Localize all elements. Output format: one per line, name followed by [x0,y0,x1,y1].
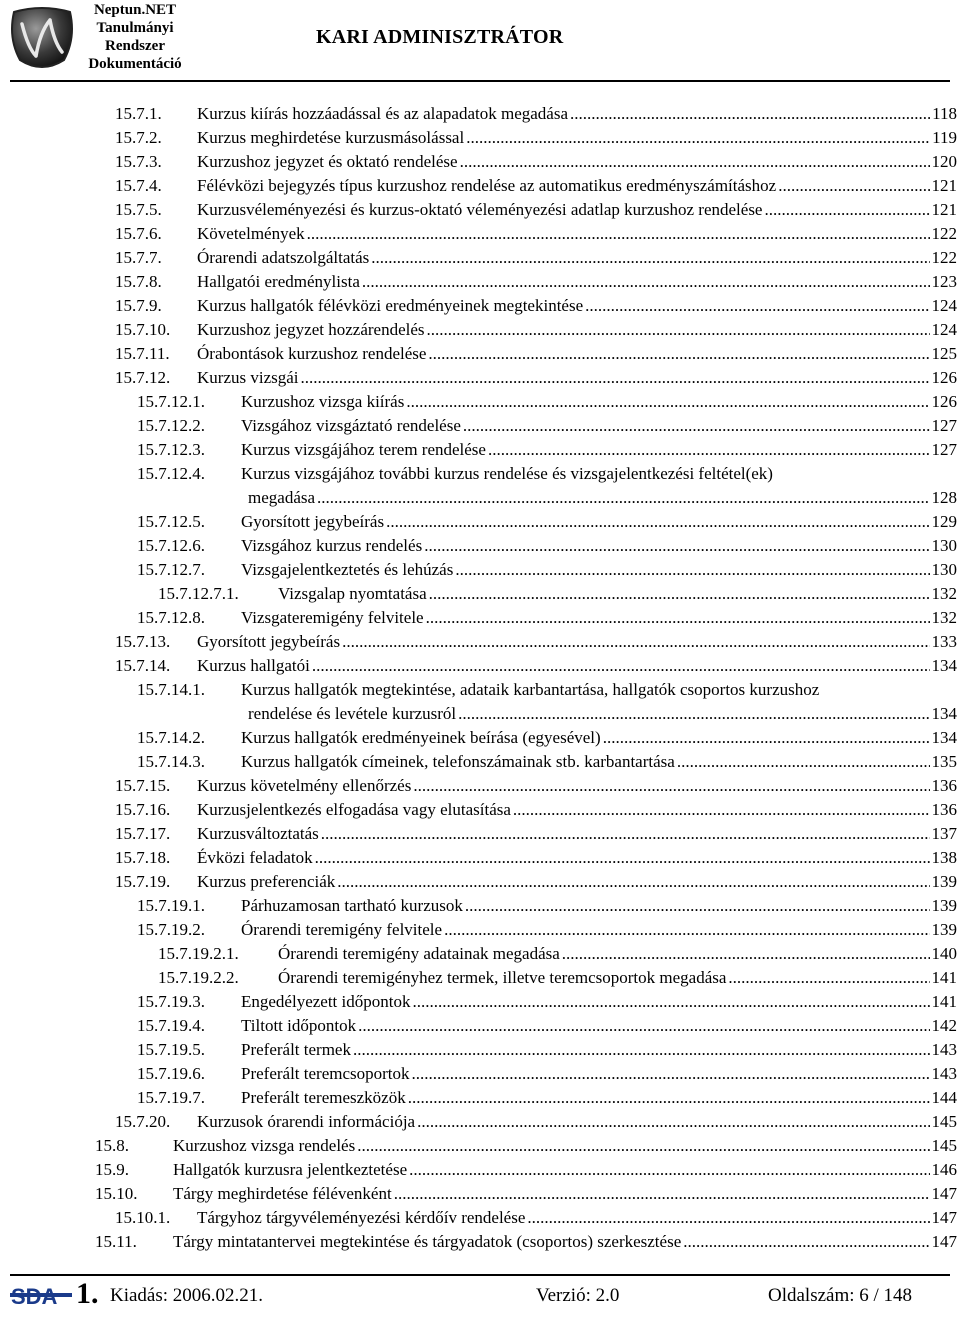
toc-entry-page: 118 [932,104,957,123]
toc-entry-title: Kurzusok órarendi információja [197,1112,416,1131]
toc-entry-title: Kurzus hallgatók félévközi eredményeinek megtekintése [197,296,584,315]
toc-entry-title: Gyorsított jegybeírás [241,512,385,531]
toc-entry-title: Hallgatók kurzusra jelentkeztetése [173,1160,408,1179]
toc-leader-dots [342,630,929,654]
toc-entry-number: 15.7.19.2.1. [158,944,239,963]
toc-leader-dots [417,1110,929,1134]
toc-entry-title: Kurzus meghirdetése kurzusmásolással [197,128,465,147]
toc-entry-number: 15.11. [95,1232,137,1251]
toc-entry-number: 15.7.8. [115,272,162,291]
toc-entry-title: Kurzus hallgatók eredményeinek beírása (egyesével) [241,728,601,747]
toc-entry-page: 145 [931,1136,957,1155]
toc-entry-page: 122 [931,224,957,243]
toc-entry-title: Párhuzamosan tartható kurzusok [241,896,463,915]
toc-leader-dots [455,558,929,582]
toc-entry-title: Kurzusjelentkezés elfogadása vagy elutasítása [197,800,511,819]
toc-leader-dots [603,726,930,750]
toc-entry-number: 15.7.2. [115,128,162,147]
toc-leader-dots [394,1182,930,1206]
toc-entry-page: 142 [931,1016,957,1035]
toc-entry-title-continued: rendelése és levétele kurzusról [248,704,457,723]
toc-entry-number: 15.7.10. [115,320,171,339]
toc-leader-dots [677,750,930,774]
toc-entry-number: 15.7.19.5. [137,1040,205,1059]
toc-entry-title: Hallgatói eredménylista [197,272,360,291]
toc-entry-page: 147 [931,1232,957,1251]
toc-entry-page: 145 [931,1112,957,1131]
toc-entry-number: 15.10. [95,1184,138,1203]
toc-entry-title: Órabontások kurzushoz rendelése [197,344,427,363]
toc-entry-page: 120 [931,152,957,171]
toc-entry-title: Kurzus vizsgájához további kurzus rendelése és vizsgajelentkezési feltétel(ek) [241,464,773,483]
toc-entry-page: 130 [931,560,957,579]
toc-entry-title: Kurzus követelmény ellenőrzés [197,776,412,795]
toc-entry-number: 15.7.19.4. [137,1016,205,1035]
toc-leader-dots [466,126,930,150]
toc-entry-page: 147 [931,1208,957,1227]
toc-entry-title: Kurzushoz vizsga kiírás [241,392,405,411]
header-org-line: Neptun.NET [93,2,177,18]
toc-entry-number: 15.7.12.2. [137,416,205,435]
toc-leader-dots [312,654,930,678]
toc-entry-title: Vizsgához vizsgáztató rendelése [241,416,461,435]
toc-entry-number: 15.7.16. [115,800,171,819]
toc-entry-title: Félévközi bejegyzés típus kurzushoz rendelése az automatikus eredményszámításhoz [197,176,777,195]
toc-leader-dots [337,870,929,894]
toc-entry-title: Évközi feladatok [197,848,313,867]
toc-entry-title: Tárgyhoz tárgyvéleményezési kérdőív rendelése [197,1208,526,1227]
footer-divider [10,1274,950,1276]
toc-entry-title: Kurzus vizsgái [197,368,299,387]
toc-entry-page: 141 [931,992,957,1011]
sda-logo-text: SDA [11,1284,58,1308]
toc-entry-number: 15.7.14. [115,656,171,675]
toc-entry-number: 15.7.12.7.1. [158,584,239,603]
toc-entry-title: Kurzus vizsgájához terem rendelése [241,440,486,459]
toc-entry-page: 127 [931,440,957,459]
toc-entry-page: 139 [931,920,957,939]
toc-leader-dots [357,1134,929,1158]
toc-entry-number: 15.7.5. [115,200,162,219]
toc-entry-number: 15.7.3. [115,152,162,171]
toc-leader-dots [488,438,930,462]
toc-entry-number: 15.7.19.1. [137,896,205,915]
toc-entry-page: 124 [931,296,957,315]
toc-entry-page: 126 [931,392,957,411]
toc-entry-number: 15.7.12.1. [137,392,205,411]
toc-entry-page: 132 [931,584,957,603]
toc-entry-page: 134 [931,656,957,675]
toc-entry-page: 146 [931,1160,957,1179]
toc-entry-page: 143 [931,1040,957,1059]
toc-leader-dots [683,1230,929,1254]
toc-entry-title: Preferált termek [241,1040,351,1059]
toc-leader-dots [371,246,929,270]
page-footer [0,1268,960,1317]
toc-leader-dots [764,198,929,222]
toc-leader-dots [362,270,930,294]
toc-entry-page: 119 [932,128,957,147]
toc-entry-title: Tárgy mintatantervei megtekintése és tárgyadatok (csoportos) szerkesztése [173,1232,682,1251]
toc-leader-dots [728,966,929,990]
toc-entry-number: 15.7.19.2. [137,920,205,939]
toc-leader-dots [570,102,930,126]
toc-entry-page: 140 [931,944,957,963]
toc-entry-title: Preferált teremcsoportok [241,1064,410,1083]
toc-entry-number: 15.7.14.1. [137,680,205,699]
sda-logo-icon [10,1282,72,1308]
toc-entry-number: 15.7.9. [115,296,162,315]
toc-leader-dots [301,366,930,390]
toc-entry-title: Kurzusváltoztatás [197,824,319,843]
toc-leader-dots [406,390,929,414]
toc-entry-number: 15.7.18. [115,848,171,867]
toc-leader-dots [386,510,929,534]
toc-entry-title: Órarendi adatszolgáltatás [197,248,370,267]
toc-entry-number: 15.7.12.5. [137,512,205,531]
toc-entry-page: 139 [931,896,957,915]
toc-entry[interactable] [0,462,960,510]
toc-leader-dots [412,990,929,1014]
toc-entry-number: 15.7.6. [115,224,162,243]
header-org-line: Rendszer [105,38,165,54]
toc-entry-title-continued: megadása [248,488,316,507]
toc-entry-number: 15.7.4. [115,176,162,195]
header-org-name [80,1,190,73]
toc-entry-number: 15.7.12.8. [137,608,205,627]
toc-leader-dots [458,702,929,726]
toc-leader-dots [424,534,929,558]
toc-entry-title: Gyorsított jegybeírás [197,632,341,651]
toc-leader-dots [527,1206,929,1230]
toc-entry-number: 15.7.19. [115,872,171,891]
toc-leader-dots [427,318,930,342]
toc-leader-dots [408,1086,930,1110]
toc-entry-number: 15.10.1. [115,1208,171,1227]
neptun-logo-icon [6,2,78,74]
toc-entry-title: Preferált teremeszközök [241,1088,406,1107]
toc-leader-dots [317,486,929,510]
toc-entry-page: 136 [931,776,957,795]
toc-leader-dots [562,942,930,966]
toc-leader-dots [412,1062,930,1086]
toc-entry-page: 127 [931,416,957,435]
toc-entry-title: Kurzus hallgatói [197,656,310,675]
toc-leader-dots [413,774,929,798]
toc-leader-dots [321,822,930,846]
toc-entry-page: 135 [931,752,957,771]
toc-leader-dots [465,894,930,918]
toc-entry-number: 15.7.7. [115,248,162,267]
toc-entry-title: Tiltott időpontok [241,1016,357,1035]
toc-entry-page: 141 [931,968,957,987]
toc-entry-title: Követelmények [197,224,305,243]
page-number: Oldalszám: 6 / 148 [768,1285,913,1306]
toc-entry-title: Órarendi teremigény felvitele [241,920,443,939]
toc-entry-title: Vizsgajelentkeztetés és lehúzás [241,560,454,579]
issue-date: Kiadás: 2006.02.21. [110,1285,264,1306]
toc-leader-dots [513,798,930,822]
toc-entry-number: 15.7.12.4. [137,464,205,483]
toc-entry-page: 144 [931,1088,957,1107]
toc-entry-title: Kurzushoz jegyzet és oktató rendelése [197,152,458,171]
toc-entry-number: 15.7.20. [115,1112,171,1131]
toc-entry-title: Vizsgalap nyomtatása [278,584,427,603]
toc-leader-dots [315,846,930,870]
toc-entry-title: Kurzus hallgatók megtekintése, adataik karbantartása, hallgatók csoportos kurzushoz [241,680,820,699]
toc-entry-number: 15.7.17. [115,824,171,843]
toc-entry-number: 15.9. [95,1160,129,1179]
toc-entry-page: 138 [931,848,957,867]
toc-entry-page: 134 [931,704,957,723]
toc-entry-page: 132 [931,608,957,627]
toc-entry-page: 124 [931,320,957,339]
toc-entry-page: 130 [931,536,957,555]
toc-leader-dots [778,174,929,198]
toc-entry-title: Órarendi teremigény adatainak megadása [278,944,560,963]
toc-entry-page: 134 [931,728,957,747]
toc-entry-page: 121 [931,200,957,219]
header-org-line: Dokumentáció [88,56,182,72]
toc-entry-number: 15.7.15. [115,776,171,795]
toc-leader-dots [428,342,929,366]
toc-entry-title: Kurzus kiírás hozzáadással és az alapadatok megadása [197,104,568,123]
toc-entry-title: Kurzus preferenciák [197,872,336,891]
toc-entry-page: 137 [931,824,957,843]
page-title: KARI ADMINISZTRÁTOR [316,26,564,48]
toc-entry-title: Kurzus hallgatók címeinek, telefonszámainak stb. karbantartása [241,752,675,771]
toc-entry-number: 15.7.19.6. [137,1064,205,1083]
edition-number: 1. [76,1277,99,1310]
toc-leader-dots [429,582,930,606]
toc-leader-dots [585,294,929,318]
toc-leader-dots [426,606,930,630]
toc-leader-dots [460,150,930,174]
toc-entry-number: 15.7.14.2. [137,728,205,747]
toc-entry-page: 121 [931,176,957,195]
header-org-line: Tanulmányi [96,20,174,36]
toc-entry-title: Kurzushoz jegyzet hozzárendelés [197,320,425,339]
toc-entry-page: 129 [931,512,957,531]
toc-entry-number: 15.7.12.3. [137,440,205,459]
toc-entry-number: 15.7.13. [115,632,171,651]
toc-leader-dots [409,1158,929,1182]
toc-entry-title: Vizsgához kurzus rendelés [241,536,423,555]
toc-entry-page: 147 [931,1184,957,1203]
toc-entry-number: 15.7.12.7. [137,560,205,579]
page-header [0,0,960,86]
version-label: Verzió: 2.0 [536,1285,620,1306]
toc-entry-number: 15.7.1. [115,104,162,123]
toc-entry-title: Órarendi teremigényhez termek, illetve teremcsoportok megadása [278,968,727,987]
toc-entry-page: 139 [931,872,957,891]
toc-entry-page: 143 [931,1064,957,1083]
toc-leader-dots [307,222,930,246]
toc-entry-page: 126 [931,368,957,387]
toc-entry-number: 15.7.19.3. [137,992,205,1011]
toc-entry-number: 15.7.14.3. [137,752,205,771]
toc-entry-number: 15.7.19.2.2. [158,968,239,987]
toc-entry-number: 15.7.12.6. [137,536,205,555]
toc-entry-title: Engedélyezett időpontok [241,992,411,1011]
toc-entry-title: Vizsgateremigény felvitele [241,608,424,627]
header-divider [10,80,950,82]
toc-leader-dots [444,918,929,942]
toc-entry-number: 15.7.19.7. [137,1088,205,1107]
toc-entry-title: Kurzusvéleményezési és kurzus-oktató véleményezési adatlap kurzushoz rendelése [197,200,763,219]
toc-entry-page: 123 [931,272,957,291]
toc-entry-page: 136 [931,800,957,819]
toc-entry-page: 122 [931,248,957,267]
toc-entry[interactable] [0,678,960,726]
toc-leader-dots [353,1038,930,1062]
toc-entry-number: 15.7.12. [115,368,171,387]
toc-entry-page: 125 [931,344,957,363]
toc-entry-page: 133 [931,632,957,651]
toc-leader-dots [358,1014,929,1038]
toc-entry-title: Kurzushoz vizsga rendelés [173,1136,356,1155]
toc-entry-title: Tárgy meghirdetése félévenként [173,1184,392,1203]
toc-leader-dots [463,414,930,438]
toc-entry-page: 128 [931,488,957,507]
toc-entry-number: 15.7.11. [115,344,170,363]
toc-entry-number: 15.8. [95,1136,129,1155]
